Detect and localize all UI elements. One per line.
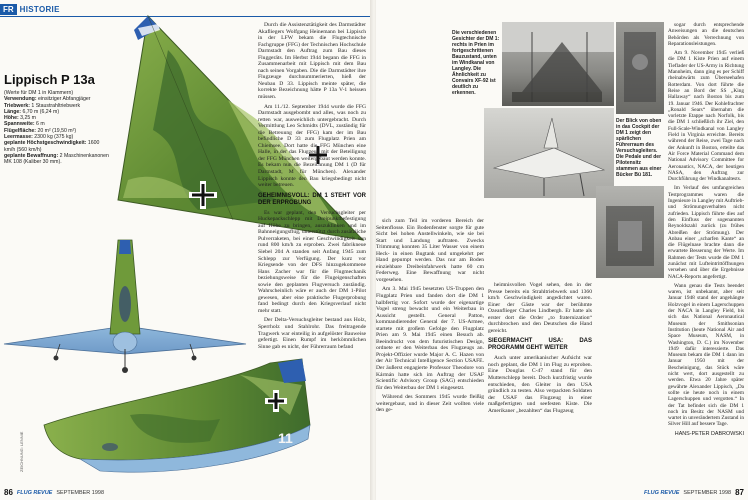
heading-geheimnisvoll: GEHEIMNISVOLL: DM 1 STEHT VOR DER ERPROBUNG [258, 192, 366, 206]
spec-value: 6,70 m (6,24 m) [21, 108, 60, 115]
spec-subtitle: (Werte für DM 1 in Klammern) [4, 90, 74, 96]
body-paragraph: Wann genau die Tests beendet waren, ist unbekannt, aber seit Januar 1948 stand der angehängte Holzvogel in einem Lagerschuppen der NACA in Langley Field, bis sich das National Aeronautical Museum der Smithsonian Institution (heute National Air and Space Museum, NASM, in Washington, D. C.) im November 1949 dafür interessierte. Das Museum bekam die DM 1 dann im Januar 1950 mit der Bescheinigung, das Stück wäre nicht wert, dort ausgestellt zu werden. Etwa 20 Jahre später gewährte Alexander Lippisch, „Da sollte sie heute noch in einem Lagerschuppen und vergotten.“ In der Tat befindet sich die DM 1 noch im Besitz der NASM und wartet in unverändertem Zustand in Silver Hill auf bessere Tage. [668, 282, 744, 428]
spec-row [4, 153, 112, 166]
left-page [0, 0, 372, 500]
spec-value: einsitziger Abfangjäger [36, 96, 91, 103]
spec-key: Spannweite: [4, 121, 35, 128]
spec-key: Länge: [4, 108, 22, 115]
tail-number: 11 [278, 430, 293, 446]
photo-cockpit-top [616, 22, 664, 114]
spec-key: geplante Bewaffnung: [4, 152, 59, 159]
spec-value: 3,25 m [18, 115, 37, 122]
body-paragraph: Der Delta-Versuchsgleiter bestand aus Holz, Sperrholz und Stahlrohr. Das freitragende Tragwerk war einteilig in aufgelöster Bauweise gefertigt. Einen Rumpf im herkömmlichen Sinne gab es nicht, der Führerraum befand [258, 317, 366, 350]
page-number-right: 87 [735, 488, 744, 497]
heading-siegermacht: SIEGERMACHT USA: DAS PROGRAMM GEHT WEITER [488, 338, 592, 352]
illustration-credit: ZEICHNUNG: LENNIE [19, 431, 24, 472]
photo-caption-cockpit: Der Blick von oben in das Cockpit der DM 1 zeigt den spärlichen Führerraum des Versuchsgleiters. Die Pedale und der Pilotensitz stammen aus einer Bücker Bü 181. [616, 118, 662, 178]
spec-value: 1600 km/h (560 km/h) [4, 140, 100, 153]
front-view-illustration [0, 234, 250, 374]
right-footer [644, 488, 744, 497]
spec-key: Höhe: [4, 115, 19, 122]
spec-key: Verwendung: [4, 96, 37, 103]
spec-key: geplante Höchstgeschwindigkeit: [4, 140, 87, 147]
body-paragraph: Am 9. November 1945 verließ die DM 1 Kiste Prien auf einem Tieflader der US-Army in Richtung Mannheim, dann ging es per Schiff rheinabwärts zum Überseehafen Rotterdam. Von dort führte die Reise an Bord der SS „King Hallaway“ nach Boston bis zum 19. Januar 1946. Der Kohlefrachter „Ronald Sears“ übernahm die vorletzte Etappe nach Norfolk, bis die DM 1 schließlich ihr Ziel, den Full-Scale-Windkanal von Langley Field in Virginia erreichte. Bereits während der Reise, zwei Tage nach der Ankunft in Boston, erteilte das Air Force Material Command dem National Advisory Committee for Aeronautics, NACA, der heutigen NASA, den Auftrag zur Durchführung der Windkanaltests. [668, 50, 744, 183]
issue-date-left: SEPTEMBER 1998 [56, 489, 105, 496]
body-paragraph: Am 11./12. September 1944 wurde die FFG Darmstadt ausgebombt und alles, was noch zu retten war, ausweichlich untergebracht. Durch Vermittlung Leo Schmidts (DVL, zuständig für die Betreuung der FFG) kam der im Bau befindliche D 33 zum Flugplatz Prien am Chiemsee. Dort hatte die FFG München eine Halle, in der das Flugzeug mit der Beteiligung der FFG München weitergebaut werden konnte. Es bekam nun die Bezeichnung DM 1 (D für Darmstadt, M für München). Alexander Lippisch konnte den Bau kriegsbedingt nicht weiter betreuen. [258, 103, 366, 189]
photo-windtunnel-langley [484, 108, 614, 198]
section-header [0, 2, 60, 16]
issue-date-right: SEPTEMBER 1998 [683, 489, 732, 496]
section-label: HISTORIE [19, 4, 60, 14]
inner-right-text-column [488, 282, 592, 488]
body-paragraph: sogar durch entsprechende Anweisungen an die deutschen Behörden als Verrechnung von Reparationsleistungen. [668, 22, 744, 47]
left-footer [4, 488, 104, 497]
body-paragraph: heimnisvollen Vogel sehen, den in der Presse bereits ein Strahltriebwerk und 1360 km/h Geschwindigkeit angedichtet waren. Einer der Gäste war der berühmte Ozeanflieger Charles Lindbergh. Er hatte als erster dort die Order „to fraternization“ durchbrochen und den Deutschen die Hand gereicht. [488, 282, 592, 334]
spec-rows [4, 96, 112, 165]
photo-cockpit-interior [596, 186, 664, 278]
photo-caption-top: Die verschiedenen Gesichter der DM 1: rechts in Prien im fortgeschrittenen Bauzustand, unten im Windkanal von Langley. Die Ähnlichkeit zu Convairs XF-92 ist deutlich zu erkennen. [452, 30, 500, 96]
spec-infobox [4, 72, 112, 166]
spec-value: 1 Staustrahltriebwerk [29, 102, 81, 109]
spec-row [4, 140, 112, 153]
spec-value: 20 m² (19,50 m²) [36, 127, 77, 134]
magazine-name-left: FLUG REVUE [16, 489, 53, 496]
author-signature: HANS-PETER DABROWSKI [674, 430, 744, 437]
page-number-left: 86 [4, 488, 13, 497]
body-paragraph: sich zum Teil im vorderen Bereich der Seitenflosse. Ein Bodenfenster sorgte für gute Sicht bei hohen Anstellwinkeln, wie sie bei Start und Landung auftraten. Zwecks Trimmung konnten 35 Liter Wasser von einem Heck- in einen Bugtank und umgekehrt per Hand gepumpt werden. Das nur am Boden einziehbare Dreibeinfahrwerk hatte 60 cm Federweg. Eine Bewaffnung war nicht vorgesehen. [376, 218, 484, 283]
spec-value: 2 Maschinenkanonen MK 108 (Kaliber 30 mm). [4, 152, 109, 166]
spec-key: Flügelfläche: [4, 127, 36, 134]
spec-value: 6 m [34, 121, 45, 128]
magazine-name-right: FLUG REVUE [643, 489, 680, 496]
aircraft-title: Lippisch P 13a [4, 72, 95, 87]
body-paragraph: Am 3. Mai 1945 besetzten US-Truppen den Flugplatz Prien und fanden dort die DM 1 halbfertig vor. Sofort wurde der eigenartige Vogel streng bewacht und ein Weiterbau in Aussicht gestellt. General Patton, kommandierender General der 7. US-Armee, startete mit großem Gefolge den Flugplatz Prien am 9. Mai 1945 einen Besuch ab. Beeindruckt von dem futuristischen Design, ordnete er den Weiterbau des Flugzeugs an. Projekt-Offizier wurde Major A. C. Hazen von der Air Technical Intelligence Section USAFE. Der äußerst engagierte Professor Theodore von Kármán hatte sich im Auftrag der USAF Scientific Advisory Group (SAG) entschieden für den Weiterbau der DM 1 eingesetzt. [376, 286, 484, 391]
spec-value: 2300 kg (375 kg) [32, 134, 74, 141]
body-paragraph: Durch die Assistenztätigkeit des Darmstädter Akafliegers Wolfgang Heinemann bei Lippisch in der LFW bekam die Flugtechnische Fachgruppe (FFG) der Technischen Hochschule Darmstadt den Auftrag zum Bau dieses Fluggeräts. Im Herbst 1944 begann die FFG in Zusammenarbeit mit Lippisch mit dem Bau nach seinen Vorgaben. Die die Darmstädter ihre Flugzeuge durchnummerierten, hieß der Neubau D 33. Lippisch meinte später, die korrekte Bezeichnung hätte P 13a V-1 heissen müssen. [258, 22, 366, 101]
spec-key: Triebwerk: [4, 102, 30, 109]
right-page [376, 0, 748, 500]
body-paragraph: Auch unter amerikanischer Aufsicht war noch geplant, die DM 1 im Flug zu erproben. Eine Douglas C-47 stand für den Mutterschlepp bereit. Doch kurzfristig wurde entschieden, den Gleiter in den USA gründlich zu testen. Also verpackten Soldaten der USAF das Flugzeug in einer maßgefertigten und seefesten Kiste. Die Amerikaner „bezahlten“ das Flugzeug [488, 355, 592, 414]
outer-right-text-column [668, 22, 744, 488]
body-paragraph: Während des Sommers 1945 wurde fleißig weitergebaut, und in dieser Zeit wollten viele den ge- [376, 394, 484, 414]
fr-badge: FR [0, 4, 17, 15]
photo-construction-prien [502, 22, 614, 106]
middle-text-column [376, 218, 484, 488]
body-paragraph: Im Verlauf des umfangreichen Testprogrammes waren die Ingenieure in Langley mit Auftrieb- und Strömungsverhalten nicht zufrieden. Lippisch führte dies auf den Einfluss der sogenannten Reynoldszahl zurück (zu frühes Abreißen der Strömung). Der Anbau einer „scharfen Kante“ an die Flügelnase brachte dann die erwartete Besserung der Werte. Im Rahmen der Tests wurde die DM 1 zunächst mit Lufteintrittöffnungen versehen und über die Ergebnisse NACA-Reports angefertigt. [668, 185, 744, 280]
body-paragraph: Es war geplant, den Versuchsgleiter per Huckepackschlepp mit Dreipunktbefestigung auf Höhe zu bringen, auszuklinken und im Bahnneigungsflug, unterstützt durch zusätzliche Pulverraketen, bei einer Geschwindigkeit von rund 800 km/h zu erproben. Zwei fabrikneue Siebel 204 A standen seit Anfang 1945 zum Schlepp zur Verfügung. Der kurz vor Kriegsende von der DFS hinzugekommene Hans Zacher war für die Flugmechanik beziehungsweise für die Flugeigenschaften sowie den geplanten Flugversuch zuständig. Wahrscheinlich wäre er auch der DM 1-Pilot gewesen, aber eine praktische Flugerprobung fand bedingt durch den Kriegsverlauf nicht mehr statt. [258, 209, 366, 314]
spec-key: Leermasse: [4, 134, 33, 141]
left-text-column [258, 22, 366, 488]
